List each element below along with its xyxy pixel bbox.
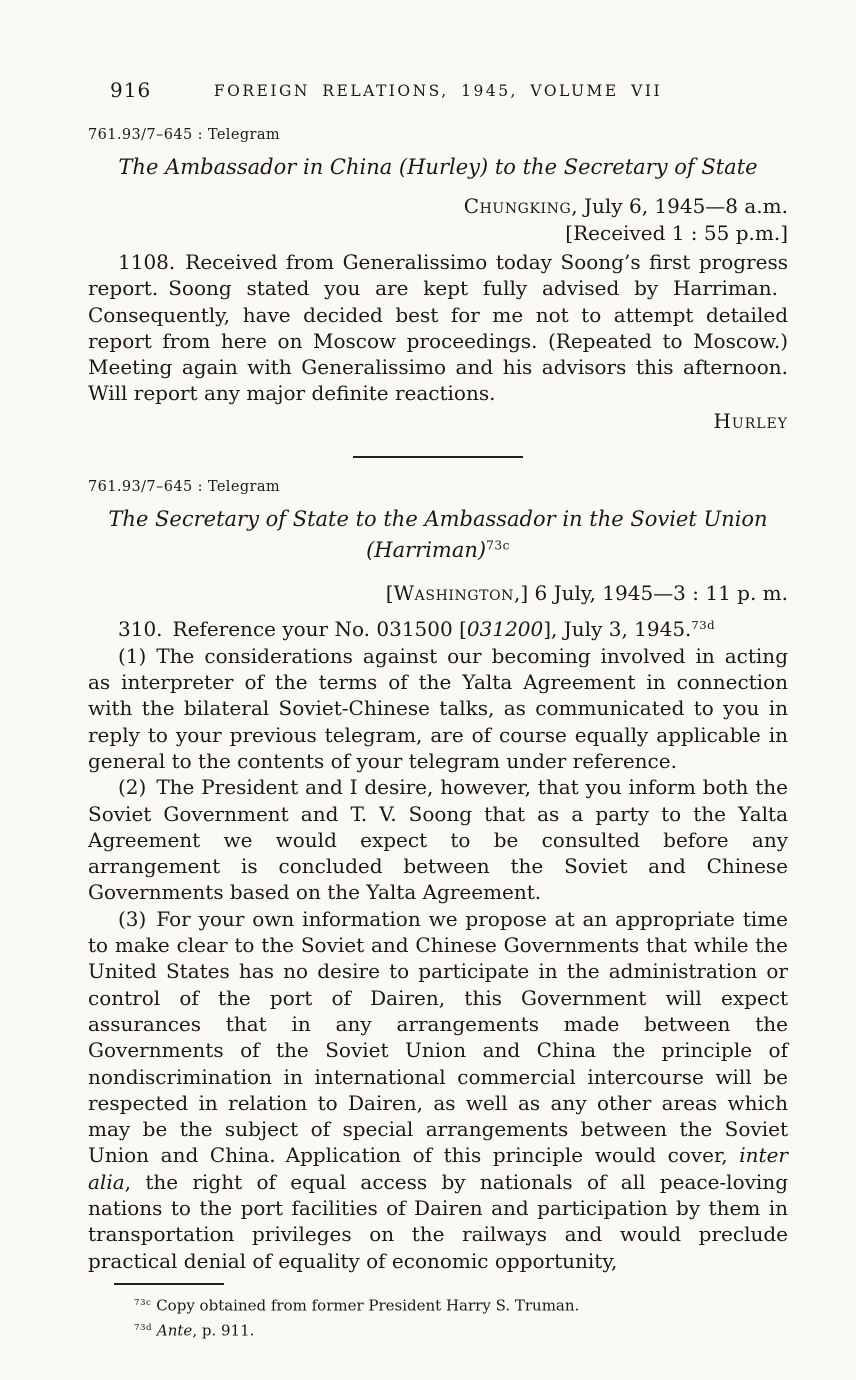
- footnote-73c-marker: 73c: [134, 1297, 152, 1308]
- footnote-73c: [88, 1292, 788, 1317]
- telegram-2-paragraph-3: (3) For your own information we propose at an appropriate time to make clear to the Soviet and Chinese Governments that while the United States has no desire to participate in the administration or control of the port of Dairen, this Government will expect assurances that in any arrangements made between the Governments of the Soviet Union and China the principle of nondiscrimination in international commercial intercourse will be respected in relation to Dairen, as well as any other areas which may be the subject of special arrangements between the Soviet Union and China. Application of this principle would cover, inter alia, the right of equal access by nationals of all peace-loving nations to the port facilities of Dairen and participation by them in transportation privileges on the railways and would preclude practical denial of equality of economic opportunity,: [88, 906, 788, 1273]
- footnote-73d-text: Ante, p. 911.: [156, 1321, 255, 1340]
- telegram-2-dateline: [Washington,] 6 July, 1945—3 : 11 p. m.: [385, 581, 788, 606]
- telegram-2-title: [88, 506, 788, 565]
- footnote-73c-text: Copy obtained from former President Harry S. Truman.: [156, 1296, 580, 1315]
- telegram-1-signature: Hurley: [713, 408, 788, 433]
- telegram-1-received: [Received 1 : 55 p.m.]: [565, 221, 788, 245]
- telegram-2-title-line1: The Secretary of State to the Ambassador in the Soviet Union: [108, 506, 768, 531]
- footnote-73d-marker: 73d: [134, 1322, 153, 1333]
- section-divider-rule: [353, 456, 523, 458]
- telegram-2-title-line2: (Harriman)$^{73c}$: [366, 538, 510, 563]
- archive-reference-1: 761.93/7–645 : Telegram: [88, 127, 281, 143]
- telegram-1-dateline-block: [88, 193, 788, 247]
- telegram-1-dateline: Chungking, July 6, 1945—8 a.m.: [463, 194, 788, 218]
- telegram-2-dateline-block: [88, 580, 788, 607]
- archive-reference-2: 761.93/7–645 : Telegram: [88, 478, 281, 495]
- telegram-1-title: The Ambassador in China (Hurley) to the Secretary of State: [118, 155, 758, 179]
- running-head: [88, 0, 788, 100]
- telegram-1-paragraph: 1108. Received from Generalissimo today Soong’s first progress report. Soong stated you are kept fully advised by Harriman. Consequently, have decided best for me not to attempt detailed report from here on Moscow proceedings. (Repeated to Moscow.) Meeting again with Generalissimo and his advisors this afternoon. Will report any major definite reactions.: [88, 250, 788, 406]
- page-content: [88, 0, 788, 1342]
- running-head-title: FOREIGN RELATIONS, 1945, VOLUME VII: [213, 82, 663, 100]
- telegram-2-paragraph-1: (1) The considerations against our becoming involved in acting as interpreter of the terms of the Yalta Agreement in connection with the bilateral Soviet-Chinese talks, as communicated to you in reply to your previous telegram, are of course equally applicable in general to the contents of your telegram under reference.: [88, 643, 788, 773]
- telegram-2-paragraph-2: (2) The President and I desire, however, that you inform both the Soviet Government and T. V. Soong that as a party to the Yalta Agreement we would expect to be consulted before any arrangement is concluded between the Soviet and Chinese Governments based on the Yalta Agreement.: [88, 775, 788, 905]
- footnote-73d: [88, 1317, 788, 1342]
- page-number: 916: [110, 78, 152, 102]
- telegram-2-reference-line: 310. Reference your No. 031500 [031200], July 3, 1945.$^{73d}$: [118, 617, 716, 642]
- footnote-rule: [114, 1283, 224, 1285]
